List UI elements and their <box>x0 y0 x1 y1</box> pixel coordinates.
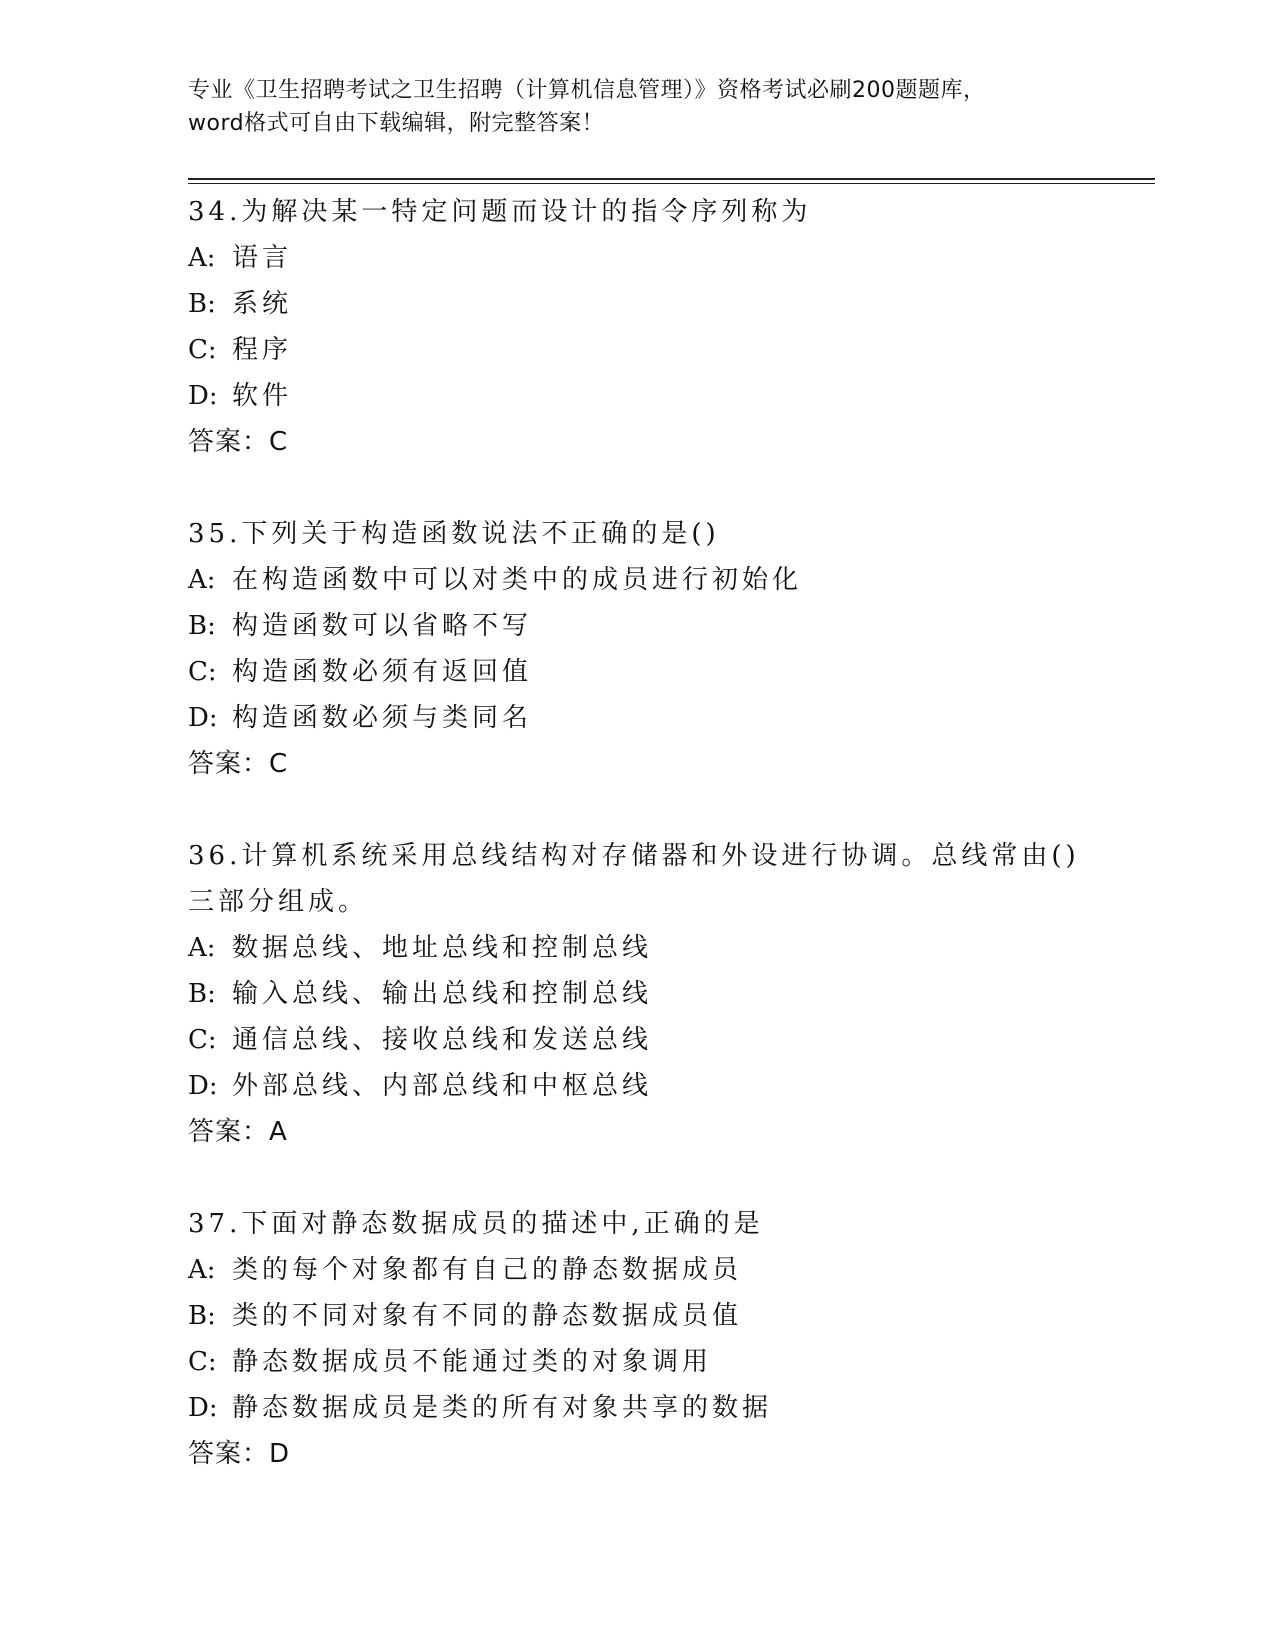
header-rule-thin <box>188 183 1155 184</box>
question-title: 34.为解决某一特定问题而设计的指令序列称为 <box>188 197 812 227</box>
option-text: 数据总线、地址总线和控制总线 <box>232 933 653 963</box>
option-d <box>188 373 1108 419</box>
option-key: A: <box>188 933 216 963</box>
option-text: 系统 <box>232 289 293 319</box>
option-text: 通信总线、接收总线和发送总线 <box>232 1025 653 1055</box>
answer-line: 答案：C <box>188 427 289 457</box>
answer-line: 答案：A <box>188 1117 288 1147</box>
header-line-2: word格式可自由下载编辑，附完整答案！ <box>188 111 605 136</box>
option-text: 类的每个对象都有自己的静态数据成员 <box>232 1255 743 1285</box>
option-text: 外部总线、内部总线和中枢总线 <box>232 1071 653 1101</box>
option-key: B: <box>188 289 216 319</box>
question-35 <box>188 511 1108 787</box>
option-key: B: <box>188 611 216 641</box>
question-title: 37.下面对静态数据成员的描述中,正确的是 <box>188 1209 764 1239</box>
option-b <box>188 603 1108 649</box>
option-key: A: <box>188 1255 216 1285</box>
option-key: C: <box>188 1025 217 1055</box>
question-37 <box>188 1201 1108 1477</box>
option-key: D: <box>188 703 218 733</box>
option-c <box>188 1339 1108 1385</box>
answer-line: 答案：C <box>188 749 289 779</box>
option-a <box>188 1247 1108 1293</box>
option-text: 软件 <box>232 381 293 411</box>
option-a <box>188 925 1108 971</box>
option-text: 在构造函数中可以对类中的成员进行初始化 <box>232 565 803 595</box>
option-key: C: <box>188 335 217 365</box>
option-key: D: <box>188 1393 218 1423</box>
option-key: D: <box>188 381 218 411</box>
option-d <box>188 1063 1108 1109</box>
answer-line: 答案：D <box>188 1439 291 1469</box>
option-a <box>188 235 1108 281</box>
option-b <box>188 1293 1108 1339</box>
option-key: C: <box>188 1347 217 1377</box>
option-text: 构造函数必须有返回值 <box>232 657 533 687</box>
option-text: 静态数据成员不能通过类的对象调用 <box>232 1347 713 1377</box>
option-text: 类的不同对象有不同的静态数据成员值 <box>232 1301 743 1331</box>
question-36 <box>188 833 1108 1155</box>
question-list <box>188 189 1108 1523</box>
option-text: 构造函数可以省略不写 <box>232 611 533 641</box>
option-c <box>188 327 1108 373</box>
option-key: C: <box>188 657 217 687</box>
header-rule-thick <box>188 178 1155 180</box>
option-key: B: <box>188 979 216 1009</box>
option-d <box>188 1385 1108 1431</box>
option-key: A: <box>188 243 216 273</box>
option-b <box>188 971 1108 1017</box>
option-text: 程序 <box>232 335 293 365</box>
option-text: 输入总线、输出总线和控制总线 <box>232 979 653 1009</box>
option-c <box>188 649 1108 695</box>
option-key: B: <box>188 1301 216 1331</box>
option-a <box>188 557 1108 603</box>
option-b <box>188 281 1108 327</box>
option-text: 语言 <box>232 243 293 273</box>
option-key: D: <box>188 1071 218 1101</box>
option-text: 静态数据成员是类的所有对象共享的数据 <box>232 1393 773 1423</box>
header-line-1: 专业《卫生招聘考试之卫生招聘（计算机信息管理）》资格考试必刷200题题库， <box>188 78 986 103</box>
question-title: 35.下列关于构造函数说法不正确的是() <box>188 519 720 549</box>
option-key: A: <box>188 565 216 595</box>
option-c <box>188 1017 1108 1063</box>
document-header <box>188 74 1088 140</box>
question-title: 36.计算机系统采用总线结构对存储器和外设进行协调。总线常由()三部分组成。 <box>188 841 1080 917</box>
option-text: 构造函数必须与类同名 <box>232 703 533 733</box>
option-d <box>188 695 1108 741</box>
question-34 <box>188 189 1108 465</box>
